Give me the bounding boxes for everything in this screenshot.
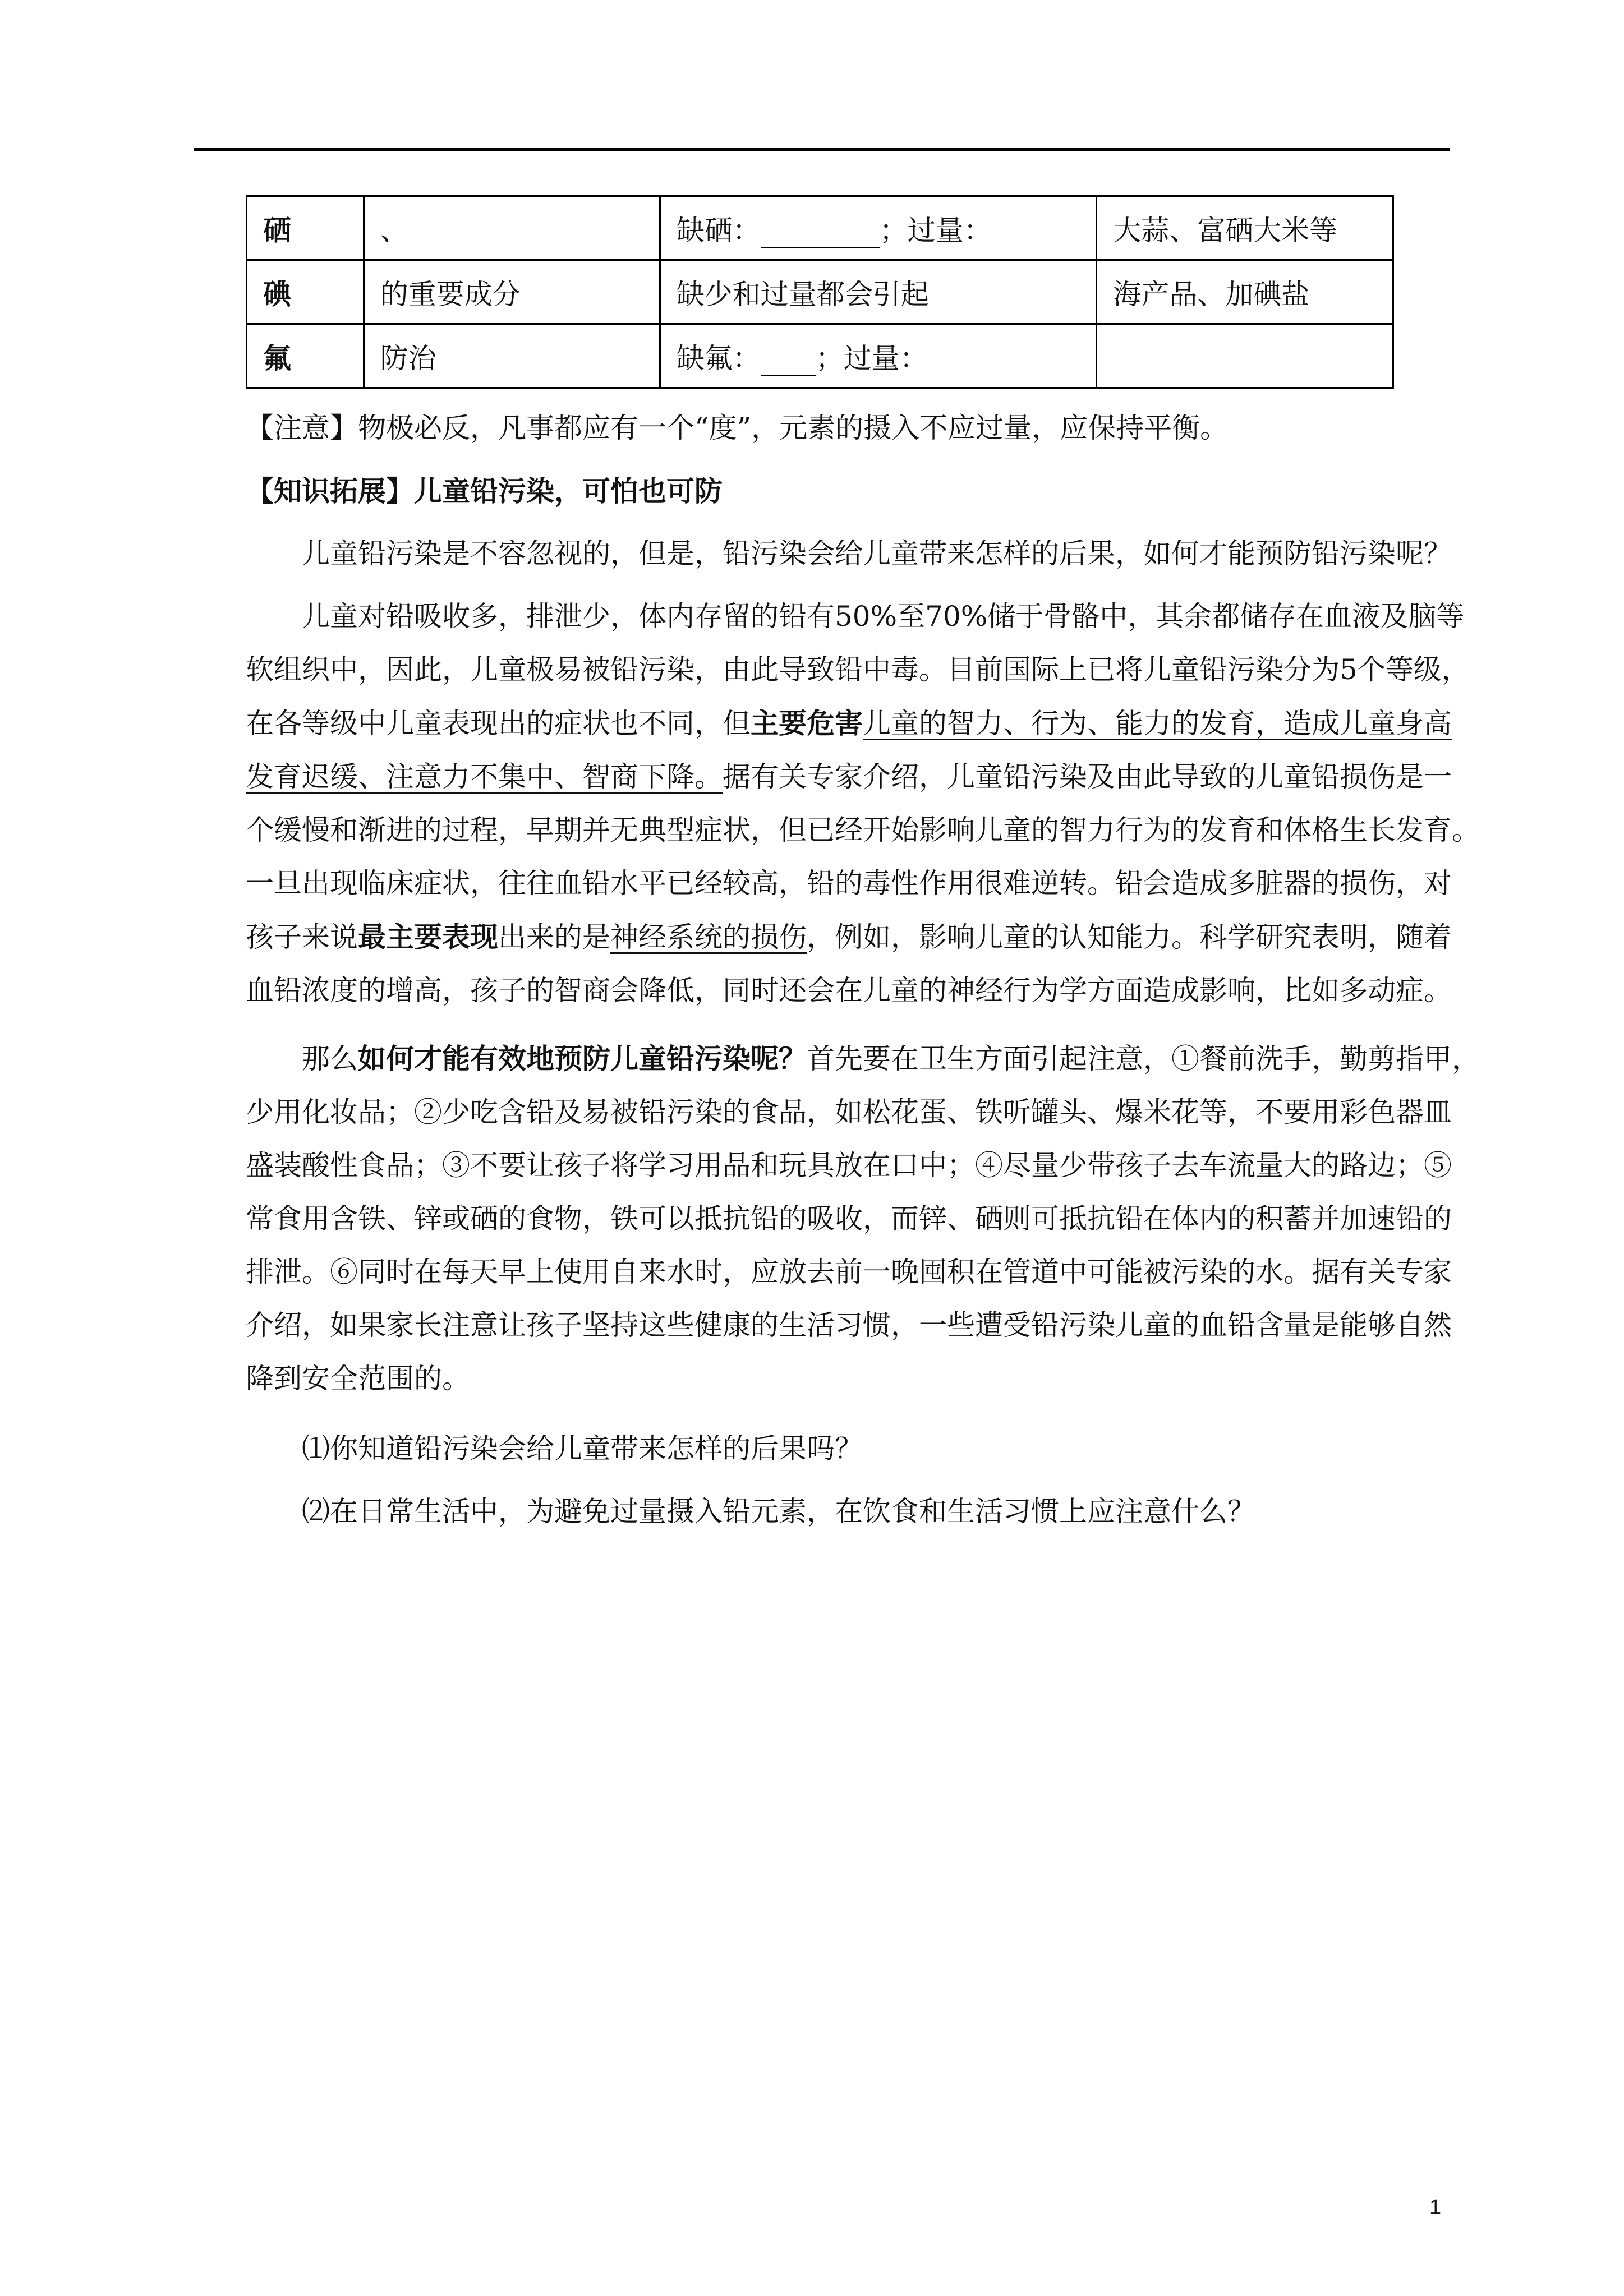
element-function: 的重要成分 — [364, 260, 660, 324]
effect-text: 缺氟： — [676, 342, 761, 375]
table-row — [247, 196, 1393, 260]
paragraph-line: 软组织中，因此，儿童极易被铅污染，由此导致铅中毒。目前国际上已将儿童铅污染分为5个等级， — [246, 653, 1470, 686]
element-effect: 缺少和过量都会引起 — [660, 260, 1096, 324]
element-food-source: 海产品、加碘盐 — [1097, 260, 1393, 324]
element-food-source — [1097, 324, 1393, 388]
page-number: 1 — [1429, 2196, 1442, 2219]
paragraph-line — [246, 910, 1452, 964]
body-paragraph-1 — [246, 590, 1480, 1017]
paragraph-line: 介绍，如果家长注意让孩子坚持这些健康的生活习惯，一些遭受铅污染儿童的血铅含量是能够自然 — [246, 1309, 1452, 1341]
paragraph-line: 个缓慢和渐进的过程，早期并无典型症状，但已经开始影响儿童的智力行为的发育和体格生长发育。 — [246, 814, 1480, 846]
note-text: 【注意】物极必反，凡事都应有一个“度”，元素的摄入不应过量，应保持平衡。 — [246, 412, 1229, 444]
element-name: 硒 — [247, 196, 364, 260]
paragraph-line — [246, 1032, 1480, 1086]
element-effect — [660, 324, 1096, 388]
table-row — [247, 324, 1393, 388]
element-name: 氟 — [247, 324, 364, 388]
question-text: ⑴你知道铅污染会给儿童带来怎样的后果吗？ — [302, 1432, 863, 1465]
question-text: ⑵在日常生活中，为避免过量摄入铅元素，在饮食和生活习惯上应注意什么？ — [302, 1495, 1255, 1528]
effect-text: 缺硒： — [676, 214, 761, 247]
paragraph-line — [246, 750, 1452, 804]
fill-blank — [761, 348, 816, 376]
bold-text: 主要危害 — [751, 707, 863, 740]
paragraph-line: 盛装酸性食品；③不要让孩子将学习用品和玩具放在口中；④尽量少带孩子去车流量大的路边；⑤ — [246, 1149, 1452, 1182]
header-rule — [194, 148, 1450, 151]
text-run: ，例如，影响儿童的认知能力。科学研究表明，随着 — [807, 921, 1452, 953]
effect-text: ；过量： — [879, 214, 992, 247]
bold-text: 如何才能有效地预防儿童铅污染呢？ — [358, 1042, 807, 1075]
trace-elements-table — [246, 195, 1394, 389]
paragraph-line — [246, 697, 1452, 750]
underlined-text: 发育迟缓、注意力不集中、智商下降。 — [246, 760, 723, 793]
section-heading — [246, 464, 1446, 518]
text-run: 在各等级中儿童表现出的症状也不同，但 — [246, 707, 751, 740]
text-run: 那么 — [302, 1043, 358, 1075]
intro-paragraph — [246, 527, 1452, 580]
paragraph-line: 儿童对铅吸收多，排泄少，体内存留的铅有50%至70%储于骨骼中，其余都储存在血液及脑等 — [302, 600, 1465, 633]
section-heading-text: 【知识拓展】儿童铅污染，可怕也可防 — [246, 474, 723, 508]
paragraph-line: 常食用含铁、锌或硒的食物，铁可以抵抗铅的吸收，而锌、硒则可抵抗铅在体内的积蓄并加速铅的 — [246, 1202, 1452, 1235]
text-run: 孩子来说 — [246, 921, 358, 953]
question-1 — [246, 1422, 1446, 1476]
paragraph-line: 排泄。⑥同时在每天早上使用自来水时，应放去前一晚囤积在管道中可能被污染的水。据有关专家 — [246, 1256, 1452, 1288]
element-function: 、 — [364, 196, 660, 260]
element-effect — [660, 196, 1096, 260]
fill-blank — [761, 220, 880, 248]
paragraph-line: 降到安全范围的。 — [246, 1362, 470, 1395]
underlined-text: 神经系统的损伤 — [610, 921, 807, 953]
underlined-text: 儿童的智力、行为、能力的发育，造成儿童身高 — [863, 707, 1452, 740]
effect-text: ；过量： — [815, 342, 928, 375]
note-paragraph — [246, 402, 1446, 455]
text-run: 出来的是 — [498, 921, 610, 953]
text-run: 首先要在卫生方面引起注意，①餐前洗手，勤剪指甲， — [807, 1043, 1480, 1075]
paragraph-line: 血铅浓度的增高，孩子的智商会降低，同时还会在儿童的神经行为学方面造成影响，比如多动症。 — [246, 974, 1452, 1007]
element-name: 碘 — [247, 260, 364, 324]
paragraph-line: 一旦出现临床症状，往往血铅水平已经较高，铅的毒性作用很难逆转。铅会造成多脏器的损伤，对 — [246, 867, 1452, 900]
element-function: 防治 — [364, 324, 660, 388]
bold-text: 最主要表现 — [358, 920, 498, 953]
body-paragraph-2 — [246, 1032, 1480, 1405]
table-row — [247, 260, 1393, 324]
text-run: 据有关专家介绍，儿童铅污染及由此导致的儿童铅损伤是一 — [723, 760, 1452, 793]
question-2 — [246, 1485, 1446, 1538]
element-food-source: 大蒜、富硒大米等 — [1097, 196, 1393, 260]
paragraph-line: 少用化妆品；②少吃含铅及易被铅污染的食品，如松花蛋、铁听罐头、爆米花等，不要用彩色器皿 — [246, 1096, 1452, 1128]
intro-text: 儿童铅污染是不容忽视的，但是，铅污染会给儿童带来怎样的后果，如何才能预防铅污染呢？ — [302, 537, 1452, 570]
